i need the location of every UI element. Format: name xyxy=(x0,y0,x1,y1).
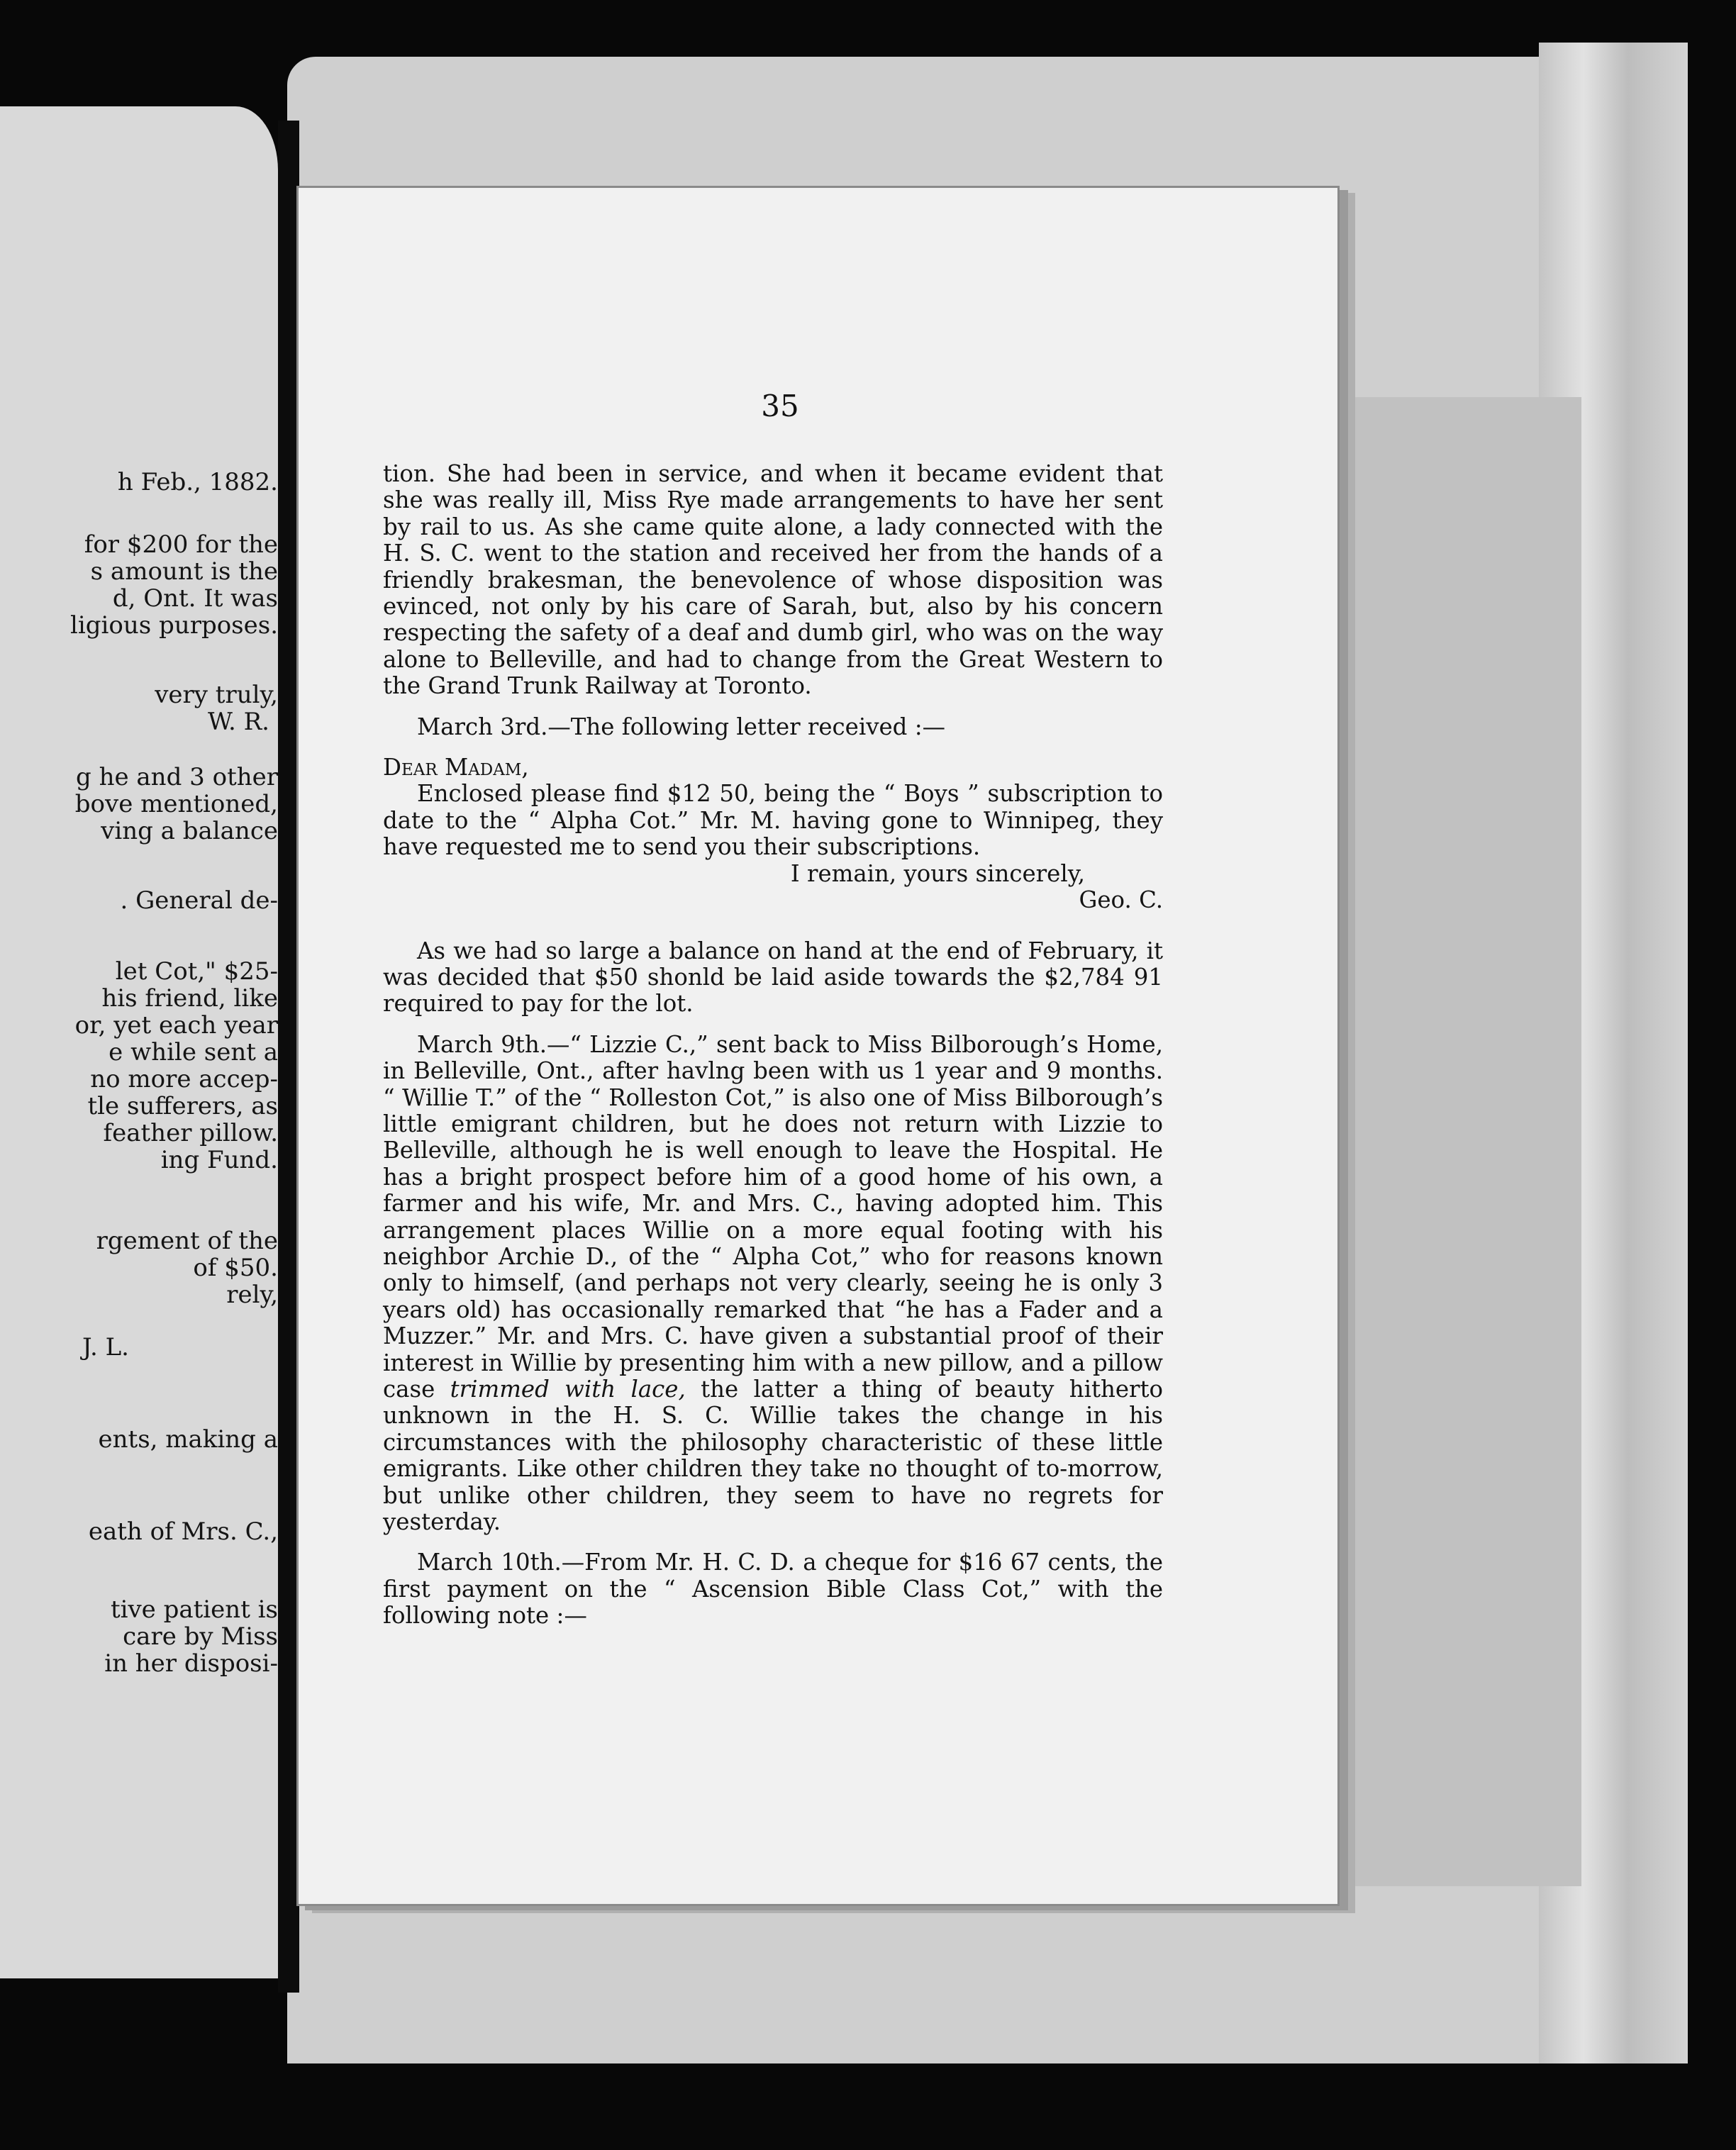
paragraph-march-10th: March 10th.—From Mr. H. C. D. a cheque for $16 67 cents, the first payment on the “ Ascension Bible Class Cot,” with the following note :— xyxy=(383,1549,1163,1630)
letter-body: Enclosed please find $12 50, being the “ Boys ” subscription to date to the “ Alpha Cot.” Mr. M. having gone to Winnipeg, they have requested me to send you their subscriptions. xyxy=(383,780,1163,861)
left-line: or, yet each year xyxy=(74,1011,278,1040)
page-number: 35 xyxy=(761,389,799,423)
left-line: no more accep- xyxy=(90,1065,278,1093)
letter-signature: Geo. C. xyxy=(1079,886,1163,914)
march-9th-italic: trimmed with lace, xyxy=(450,1376,686,1403)
left-line: care by Miss xyxy=(123,1622,278,1651)
left-line: tle sufferers, as xyxy=(87,1092,278,1120)
paragraph-continuation: tion. She had been in service, and when it became evident that she was really ill, Miss Rye made arrangements to have her sent by rail to us. As she came quite alone, a lady connected with the H. S. C. went to the station and received her from the hands of a friendly brakesman, the benevolence of whose disposition was evinced, not only by his care of Sarah, but, also by his concern respecting the safety of a deaf and dumb girl, who was on the way alone to Belleville, and had to change from the Great Western to the Grand Trunk Railway at Toronto. xyxy=(383,460,1163,700)
left-line: e while sent a xyxy=(108,1038,278,1066)
left-line: for $200 for the xyxy=(84,530,278,559)
left-line: rely, xyxy=(226,1281,278,1309)
left-line: g he and 3 other xyxy=(76,763,278,791)
paragraph-balance: As we had so large a balance on hand at the end of February, it was decided that $50 shonld be laid aside towards the $2,784 91 required to pay for the lot. xyxy=(383,937,1163,1018)
page-text-column xyxy=(383,383,1164,1630)
left-line: in her disposi- xyxy=(104,1649,278,1678)
left-line: his friend, like xyxy=(101,984,278,1013)
paragraph-march-9th xyxy=(383,1032,1163,1536)
march-9th-text-end: the latter a thing of beauty hitherto unknown in the H. S. C. Willie takes the change in his circumstances with the philosophy characteristic of these little emigrants. Like other children they take no thought of to-morrow, but unlike other children, they seem to have no regrets for yesterday. xyxy=(383,1376,1164,1536)
left-line: s amount is the xyxy=(90,557,278,586)
left-line: very truly, xyxy=(155,681,278,709)
left-line: ing Fund. xyxy=(160,1146,278,1174)
left-line: eath of Mrs. C., xyxy=(88,1517,278,1546)
left-line: of $50. xyxy=(193,1254,278,1282)
march-9th-text: March 9th.—“ Lizzie C.,” sent back to Miss Bilborough’s Home, in Belleville, Ont., after havlng been with us 1 year and 9 months. “ Willie T.” of the “ Rolleston Cot,” is also one of Miss Bilborough’s little emigrant children, but he does not return with Lizzie to Belleville, although he is well enough to leave the Hospital. He has a bright prospect before him of a good home of his own, a farmer and his wife, Mr. and Mrs. C., having adopted him. This arrangement places Willie on a more equal footing with his neighbor Archie D., of the “ Alpha Cot,” who for reasons known only to himself, (and perhaps not very clearly, seeing he is only 3 years old) has occasionally remarked that “he has a Fader and a Muzzer.” Mr. and Mrs. C. have given a substantial proof of their interest in Willie by presenting him with a new pillow, and a pillow case xyxy=(383,1030,1163,1403)
left-line: let Cot," $25- xyxy=(115,957,278,986)
paragraph-march-3rd: March 3rd.—The following letter received :— xyxy=(417,713,946,740)
left-line: bove mentioned, xyxy=(74,790,278,818)
letter-closing: I remain, yours sincerely, xyxy=(790,859,1085,887)
left-line: tive patient is xyxy=(110,1595,278,1624)
letter-salutation: Dear Madam, xyxy=(383,754,529,781)
left-line: ents, making a xyxy=(98,1425,278,1454)
left-line: feather pillow. xyxy=(103,1119,278,1147)
left-page xyxy=(0,106,278,1978)
left-line: d, Ont. It was xyxy=(112,584,278,613)
left-line: W. R. xyxy=(207,708,269,736)
left-line: . General de- xyxy=(120,886,278,915)
left-line: h Feb., 1882. xyxy=(117,468,278,496)
left-line: ving a balance xyxy=(101,817,278,845)
faded-plate-strip xyxy=(1347,397,1581,1886)
left-line: J. L. xyxy=(82,1333,129,1361)
left-line: rgement of the xyxy=(96,1227,278,1255)
left-line: ligious purposes. xyxy=(70,611,278,640)
